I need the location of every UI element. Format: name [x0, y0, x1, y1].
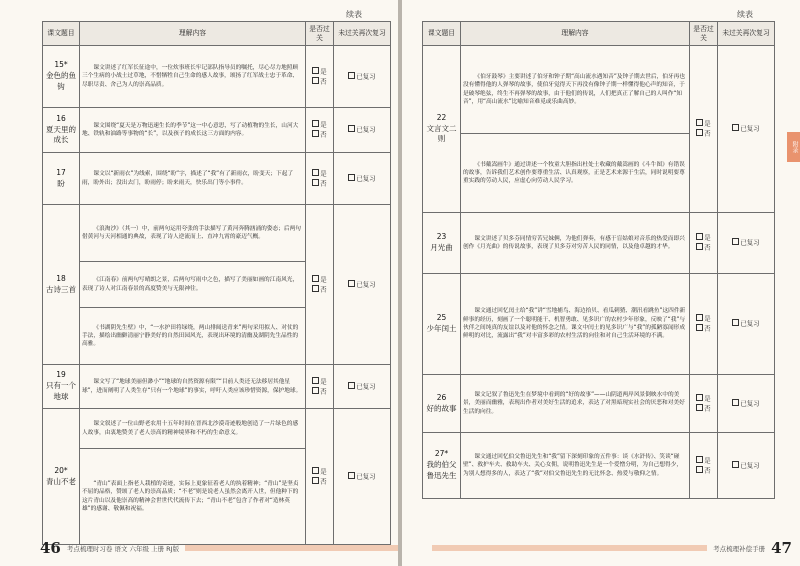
option-label: 否: [320, 77, 327, 85]
pass-option-no[interactable]: [308, 130, 331, 140]
pass-checkbox-group: [690, 274, 718, 375]
option-label: 否: [320, 387, 327, 395]
pass-checkbox-group: [690, 375, 718, 433]
checkbox[interactable]: [312, 130, 319, 137]
review-option[interactable]: [720, 399, 772, 409]
table-row: [423, 274, 775, 375]
checkbox[interactable]: [312, 275, 319, 282]
option-label: 是: [320, 169, 327, 178]
lesson-number: 18: [56, 273, 66, 283]
checkbox[interactable]: [312, 120, 319, 127]
checkbox[interactable]: [312, 77, 319, 84]
lesson-number: 19: [56, 370, 66, 380]
table-row: [43, 205, 391, 262]
checkbox[interactable]: [348, 72, 355, 79]
review-checkbox[interactable]: [334, 205, 391, 365]
checkbox[interactable]: [696, 394, 703, 401]
page-number: 47: [771, 539, 792, 557]
review-checkbox[interactable]: [718, 433, 775, 499]
left-page: [0, 0, 398, 566]
lesson-summary: 《伯牙鼓琴》主要讲述了伯牙和钟子期“高山流水遇知音”及钟子期去世后，伯牙再也没有懂得他的人弹琴的故事，使伯牙觉得天下再没有像钟子期一样懂得他心声的知音，于是破琴绝弦，终生不再弹琴的故事，由于他们的传说，人们把真正了解自己的人叫作“知音”，用“高山流水”比喻知音难觅或乐曲高妙。: [461, 46, 690, 134]
option-label: 是: [704, 119, 711, 128]
review-checkbox[interactable]: [334, 108, 391, 153]
checkbox[interactable]: [348, 125, 355, 132]
checkbox[interactable]: [312, 467, 319, 474]
pass-checkbox-group: [690, 213, 718, 274]
header-passed: 是否过关: [306, 22, 334, 46]
option-label: 否: [704, 324, 711, 333]
review-option[interactable]: [720, 238, 772, 248]
option-label: 是: [320, 120, 327, 129]
lesson-number: 25: [436, 313, 447, 323]
pass-option-no[interactable]: [692, 404, 715, 414]
checkbox[interactable]: [732, 319, 739, 326]
checkbox[interactable]: [312, 377, 319, 384]
footer-bar: [432, 545, 707, 551]
review-option[interactable]: [720, 461, 772, 471]
pass-checkbox-group: [306, 46, 334, 108]
option-label: 否: [704, 243, 711, 252]
lesson-title: [43, 46, 80, 108]
lesson-name: 夏天里的成长: [46, 124, 76, 145]
pass-option-yes[interactable]: [308, 67, 331, 77]
header-review: 未过关再次复习: [718, 22, 775, 46]
review-checkbox[interactable]: [334, 365, 391, 409]
checkbox[interactable]: [312, 169, 319, 176]
lesson-summary: 《书湖阴先生壁》中，“一水护田将绿绕，两山排闼送青来”两句采用拟人、对仗的手法，描绘出幽僻清丽宁静美好的自然田园风光，表现出环境的清幽及湖阴先生品性的高雅。: [80, 308, 306, 365]
lesson-number: 17: [56, 167, 66, 177]
checkbox[interactable]: [696, 314, 703, 321]
checkbox[interactable]: [348, 280, 355, 287]
lesson-name: 好的故事: [426, 403, 457, 413]
table-row: [43, 365, 391, 409]
option-label: 已复习: [740, 319, 760, 328]
option-label: 否: [320, 179, 327, 187]
option-label: 是: [704, 314, 711, 323]
review-checkbox[interactable]: [718, 274, 775, 375]
pass-option-no[interactable]: [692, 324, 715, 334]
review-checkbox[interactable]: [718, 46, 775, 213]
option-label: 已复习: [740, 461, 760, 470]
review-checkbox[interactable]: [334, 153, 391, 205]
option-label: 已复习: [740, 399, 760, 408]
checkbox[interactable]: [732, 461, 739, 468]
lesson-title: [43, 205, 80, 365]
checkbox[interactable]: [732, 238, 739, 245]
review-option[interactable]: [720, 319, 772, 329]
header-summary: 理解内容: [80, 22, 306, 46]
table-row: [43, 409, 391, 449]
pass-checkbox-group: [306, 409, 334, 545]
table-row: [423, 433, 775, 499]
pass-option-yes[interactable]: [692, 314, 715, 324]
review-checkbox[interactable]: [718, 213, 775, 274]
header-row: [43, 22, 391, 46]
pass-checkbox-group: [306, 153, 334, 205]
option-label: 否: [320, 285, 327, 293]
lesson-name: 古诗三首: [46, 284, 76, 294]
header-review: 未过关再次复习: [334, 22, 391, 46]
option-label: 否: [320, 130, 327, 139]
review-option[interactable]: [720, 124, 772, 134]
lesson-number: 16: [56, 113, 66, 123]
table-row: [43, 46, 391, 108]
option-label: 已复习: [740, 124, 760, 133]
option-label: 已复习: [356, 472, 376, 481]
checkbox[interactable]: [696, 404, 703, 411]
footer-text: 考点梳理补偿手册: [713, 544, 766, 553]
continued-label: 续表: [346, 10, 362, 19]
table-row: [43, 153, 391, 205]
review-option[interactable]: [336, 174, 388, 184]
review-option[interactable]: [336, 472, 388, 482]
lesson-title: [423, 375, 461, 433]
checkbox[interactable]: [312, 477, 319, 484]
pass-option-no[interactable]: [308, 179, 331, 189]
header-title: 课文题目: [43, 22, 80, 46]
footer-left: [40, 538, 400, 558]
lesson-title: [423, 213, 461, 274]
pass-checkbox-group: [690, 46, 718, 213]
pass-checkbox-group: [306, 365, 334, 409]
pass-checkbox-group: [306, 205, 334, 365]
header-passed: 是否过关: [690, 22, 718, 46]
option-label: 是: [704, 456, 711, 465]
lesson-summary: 课文讲述了红军长征途中，一位炊事班长牢记部队指导员的嘱托，尽心尽力地照顾三个生病的小战士过草地，不惜牺牲自己生命的感人故事，颂扬了红军战士忠于革命、尽职尽责、舍己为人的崇高品质。: [80, 46, 306, 108]
pass-option-no[interactable]: [692, 243, 715, 253]
review-checkbox[interactable]: [718, 375, 775, 433]
option-label: 否: [320, 477, 327, 485]
checkbox[interactable]: [312, 179, 319, 186]
lesson-title: [423, 46, 461, 213]
table-row: [423, 213, 775, 274]
option-label: 已复习: [356, 382, 376, 391]
pass-option-yes[interactable]: [308, 120, 331, 130]
table-row: [423, 46, 775, 134]
checkbox[interactable]: [312, 285, 319, 292]
option-label: 否: [704, 404, 711, 412]
review-checkbox[interactable]: [334, 46, 391, 108]
table-row: [43, 108, 391, 153]
lesson-summary: 课文讲述了贝多芬同情穷苦兄妹俩，为他们弹奏，有感于盲姑娘对音乐的热爱而即兴创作《月光曲》的传说故事，表现了贝多芬对穷苦人民的同情，以及他卓越的才华。: [461, 213, 690, 274]
checkbox[interactable]: [348, 174, 355, 181]
option-label: 是: [704, 233, 711, 242]
pass-option-no[interactable]: [692, 466, 715, 476]
option-label: 是: [320, 275, 327, 284]
review-checkbox[interactable]: [334, 409, 391, 545]
lesson-summary: 课文以“新雨衣”为线索，围绕“盼”字，描述了“我”有了新雨衣，盼变天；下起了雨，盼外出；没出去门，盼雨停；盼来雨天，快乐出门等小事件。: [80, 153, 306, 205]
pass-option-no[interactable]: [308, 77, 331, 87]
lesson-name: 盼: [57, 178, 65, 188]
outline-table-right: [422, 21, 775, 499]
footer-text: 考点梳理时习卷 语文 六年级 上册 RJ版: [66, 544, 180, 553]
lesson-name: 我的伯父鲁迅先生: [426, 460, 457, 480]
pass-option-yes[interactable]: [308, 467, 331, 477]
option-label: 是: [320, 467, 327, 476]
lesson-summary: 课文叙述了一位山野老农用十五年时间在晋西北沙漠奇迹般地创造了一片绿色的感人故事，由衷地赞美了老人崇高的精神境界和不朽的生命意义。: [80, 409, 306, 449]
pass-option-no[interactable]: [692, 129, 715, 139]
checkbox[interactable]: [696, 243, 703, 250]
lesson-name: 月光曲: [430, 243, 453, 252]
option-label: 是: [320, 377, 327, 386]
lesson-summary: 课文通过回忆闰土给“我”讲“雪地捕鸟、海边拾贝、看瓜刺猹、潮汛看跳鱼”这四件新鲜事的经历，刻画了一个聪明能干、机智勇敢、见多识广的农村少年形象，反映了“我”与伙伴之间纯真的友谊以及对他的怀念之情。课文中闰土的见多识广与“我”的孤陋寡闻形成鲜明的对比，流露出“我”对丰富多彩的农村生活的向往和对自己生活环境的不满。: [461, 274, 690, 375]
pass-checkbox-group: [306, 108, 334, 153]
lesson-number: 26: [436, 392, 447, 402]
lesson-summary: 课文通过回忆伯父鲁迅先生和“我”留下深刻印象的五件事：谈《水浒传》、笑谈“碰壁”、救护车夫、救助车夫、关心女佣，说明鲁迅先生是一个爱憎分明，为自己想得少，为别人想得多的人，表达了“我”对伯父鲁迅先生的无比怀念、热爱与敬仰之情。: [461, 433, 690, 499]
footer-bar: [185, 545, 400, 551]
pass-option-yes[interactable]: [692, 233, 715, 243]
header-title: 课文题目: [423, 22, 461, 46]
pass-option-yes[interactable]: [692, 119, 715, 129]
appendix-tab: 附录: [787, 132, 800, 162]
lesson-number: 27*: [434, 449, 449, 459]
lesson-name: 金色的鱼钩: [46, 71, 76, 91]
checkbox[interactable]: [348, 382, 355, 389]
lesson-name: 文言文二则: [426, 123, 457, 144]
lesson-title: [423, 274, 461, 375]
lesson-summary: “青山”表面上指老人栽植的奇迹，实际上更象征着老人的执着精神；“青山”是坚贞不屈的品格，赞颂了老人的崇高品质；“不老”则是说老人虽然会离开人世，但他种下的这片青山以及他崇高的精神会世世代代流传下去；“青山不老”包含了作者对“造林英雄”的感谢、敬佩和祝福。: [80, 449, 306, 545]
pass-option-no[interactable]: [308, 477, 331, 487]
page-number: 46: [40, 539, 61, 557]
table-row: [423, 375, 775, 433]
continued-label: 续表: [737, 10, 753, 19]
lesson-name: 青山不老: [46, 476, 76, 486]
checkbox[interactable]: [696, 119, 703, 126]
option-label: 否: [704, 129, 711, 138]
option-label: 已复习: [356, 125, 376, 134]
outline-table-left: [42, 21, 391, 545]
right-page: [402, 0, 800, 566]
pass-option-yes[interactable]: [692, 456, 715, 466]
checkbox[interactable]: [696, 233, 703, 240]
lesson-name: 只有一个地球: [46, 381, 76, 401]
lesson-name: 少年闰土: [426, 324, 457, 333]
review-option[interactable]: [336, 72, 388, 82]
review-option[interactable]: [336, 382, 388, 392]
review-option[interactable]: [336, 125, 388, 135]
lesson-summary: 《书戴嵩画牛》通过讲述一个牧童大胆指出杜处士收藏的戴嵩画的《斗牛图》有错误的故事，告诉我们艺术创作要尊重生活、认真观察，正是艺术来源于生活，同时说明要尊重实践的劳动人民，应虚心向劳动人民学习。: [461, 134, 690, 213]
option-label: 已复习: [356, 174, 376, 183]
checkbox[interactable]: [696, 466, 703, 473]
checkbox[interactable]: [312, 387, 319, 394]
lesson-number: 22: [436, 112, 447, 122]
pass-option-no[interactable]: [308, 387, 331, 397]
pass-option-yes[interactable]: [692, 394, 715, 404]
header-row: [423, 22, 775, 46]
lesson-summary: 《浪淘沙》（其一）中，前两句运用夸张的手法描写了黄河奔腾汹涌的姿态；后两句借黄河与天河相通的典故，表现了诗人逆流而上、直冲九霄的豪迈气概。: [80, 205, 306, 262]
lesson-number: 15*: [54, 60, 68, 70]
lesson-summary: 课文记叙了鲁迅先生在梦境中看到的“好的故事”——山阴道两岸风景倒映水中的美景，美丽而幽雅，表现出作者对美好生活的追求，表达了对黑暗现实社会的厌恶和对美好生活的向往。: [461, 375, 690, 433]
header-summary: 理解内容: [461, 22, 690, 46]
lesson-summary: 课文写了“地球美丽但渺小”“地球的自然资源有限”“目前人类还无法移居其他星球”，进而阐明了人类生存“只有一个地球”的事实，呼吁人类应该珍惜资源，保护地球。: [80, 365, 306, 409]
lesson-summary: 课文围绕“夏天是万物迅速生长的季节”这一中心意思，写了动植物的生长，山河大地、铁轨和油路等事物的“长”，以及孩子的成长这三方面的内容。: [80, 108, 306, 153]
lesson-title: [43, 409, 80, 545]
option-label: 是: [704, 394, 711, 403]
option-label: 是: [320, 67, 327, 76]
lesson-number: 20*: [54, 465, 68, 475]
review-option[interactable]: [336, 280, 388, 290]
pass-option-yes[interactable]: [308, 275, 331, 285]
pass-checkbox-group: [690, 433, 718, 499]
option-label: 已复习: [356, 280, 376, 289]
lesson-title: [43, 108, 80, 153]
pass-option-yes[interactable]: [308, 169, 331, 179]
checkbox[interactable]: [732, 399, 739, 406]
pass-option-yes[interactable]: [308, 377, 331, 387]
checkbox[interactable]: [732, 124, 739, 131]
checkbox[interactable]: [696, 129, 703, 136]
option-label: 已复习: [740, 238, 760, 247]
lesson-title: [43, 365, 80, 409]
checkbox[interactable]: [696, 456, 703, 463]
checkbox[interactable]: [312, 67, 319, 74]
checkbox[interactable]: [348, 472, 355, 479]
option-label: 已复习: [356, 72, 376, 81]
pass-option-no[interactable]: [308, 285, 331, 295]
lesson-title: [43, 153, 80, 205]
lesson-summary: 《江南春》前两句写晴朗之景，后两句写雨中之色，描写了美丽如画的江南风光，表现了诗人对江南春景的高度赞美与无限神往。: [80, 262, 306, 308]
lesson-number: 23: [436, 232, 447, 242]
footer-right: [432, 538, 792, 558]
lesson-title: [423, 433, 461, 499]
checkbox[interactable]: [696, 324, 703, 331]
option-label: 否: [704, 466, 711, 474]
